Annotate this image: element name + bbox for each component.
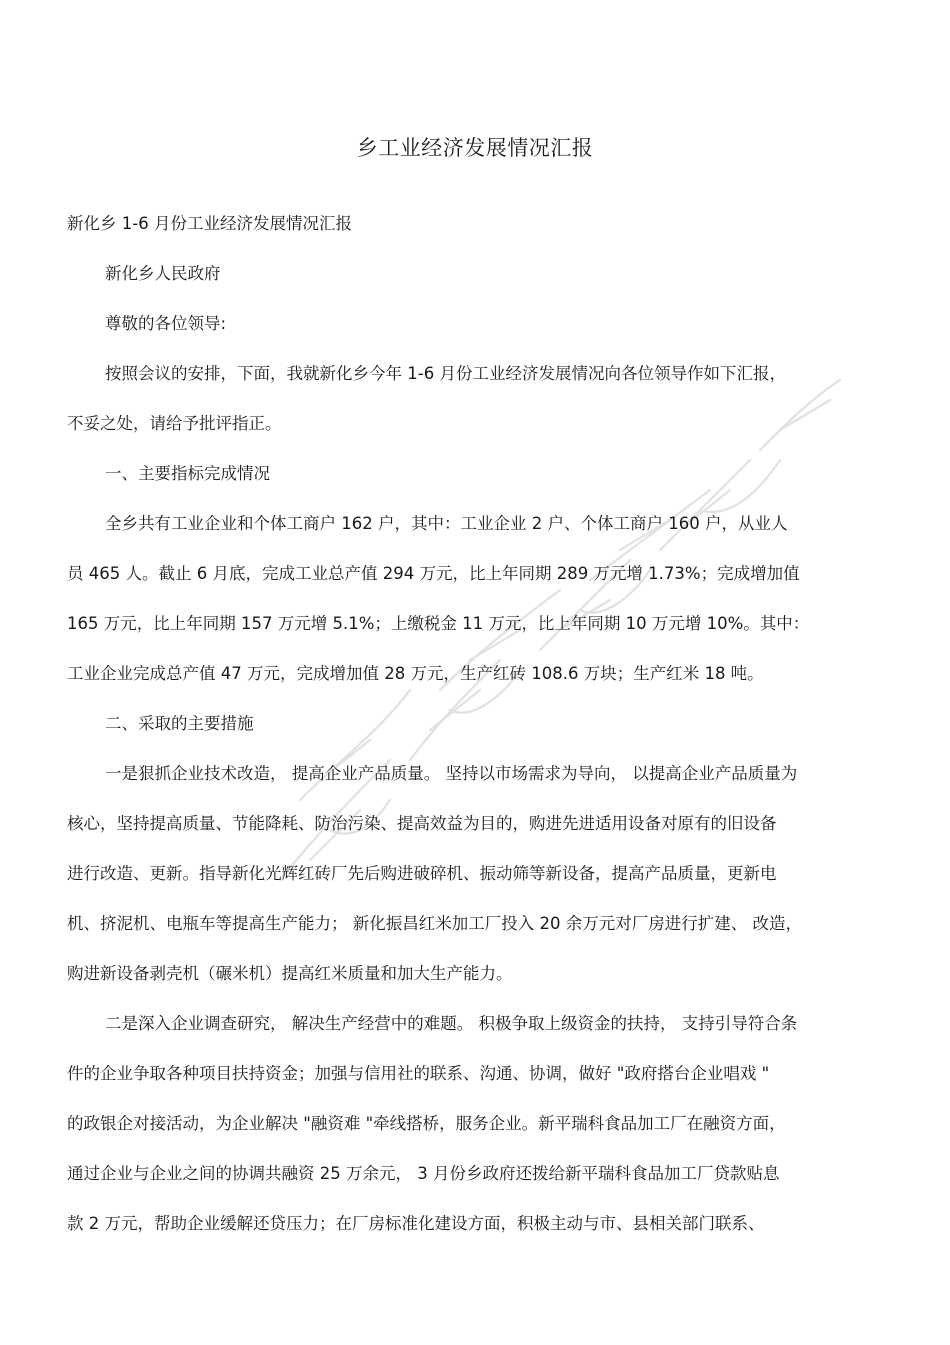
paragraph-line: 进行改造、更新。指导新化光辉红砖厂先后购进破碎机、振动筛等新设备，提高产品质量，更新电 — [67, 864, 777, 883]
salutation-line: 尊敬的各位领导: — [105, 314, 227, 333]
paragraph-line: 按照会议的安排，下面，我就新化乡今年 1-6 月份工业经济发展情况向各位领导作如下汇报， — [105, 364, 786, 383]
document-subtitle: 新化乡 1-6 月份工业经济发展情况汇报 — [67, 214, 352, 233]
paragraph-line: 全乡共有工业企业和个体工商户 162 户，其中：工业企业 2 户、个体工商户 160 户，从业人 — [105, 514, 788, 533]
paragraph-line: 165 万元，比上年同期 157 万元增 5.1%；上缴税金 11 万元，比上年同期 10 万元增 10%。其中： — [67, 614, 810, 633]
organization-line: 新化乡人民政府 — [105, 264, 221, 283]
paragraph-line: 机、挤泥机、电瓶车等提高生产能力； 新化振昌红米加工厂投入 20 余万元对厂房进行扩建、 改造， — [67, 914, 802, 933]
paragraph-line: 核心，坚持提高质量、节能降耗、防治污染、提高效益为目的，购进先进适用设备对原有的旧设备 — [67, 814, 777, 833]
paragraph-line: 件的企业争取各种项目扶持资金；加强与信用社的联系、沟通、协调，做好 "政府搭台企业唱戏 " — [67, 1064, 770, 1083]
watermark-stamp — [240, 360, 860, 920]
paragraph-line: 员 465 人。截止 6 月底，完成工业总产值 294 万元，比上年同期 289 万元增 1.73%；完成增加值 — [67, 564, 800, 583]
section-heading: 二、采取的主要措施 — [105, 714, 254, 733]
paragraph-line: 的政银企对接活动，为企业解决 "融资难 "牵线搭桥，服务企业。新平瑞科食品加工厂在融资方面， — [67, 1114, 786, 1133]
paragraph-line: 通过企业与企业之间的协调共融资 25 万余元， 3 月份乡政府还拨给新平瑞科食品加工厂贷款贴息 — [67, 1164, 780, 1183]
paragraph-line: 工业企业完成总产值 47 万元，完成增加值 28 万元，生产红砖 108.6 万块；生产红米 18 吨。 — [67, 664, 764, 683]
document-title: 乡工业经济发展情况汇报 — [356, 136, 594, 160]
paragraph-line: 二是深入企业调查研究， 解决生产经营中的难题。 积极争取上级资金的扶持， 支持引导符合条 — [105, 1014, 798, 1033]
paragraph-line: 购进新设备剥壳机（碾米机）提高红米质量和加大生产能力。 — [67, 964, 513, 983]
section-heading: 一、主要指标完成情况 — [105, 464, 270, 483]
paragraph-line: 款 2 万元，帮助企业缓解还贷压力；在厂房标准化建设方面，积极主动与市、县相关部门联系、 — [67, 1214, 765, 1233]
paragraph-line: 一是狠抓企业技术改造， 提高企业产品质量。 坚持以市场需求为导向， 以提高企业产品质量为 — [105, 764, 798, 783]
paragraph-line: 不妥之处，请给予批评指正。 — [67, 414, 282, 433]
